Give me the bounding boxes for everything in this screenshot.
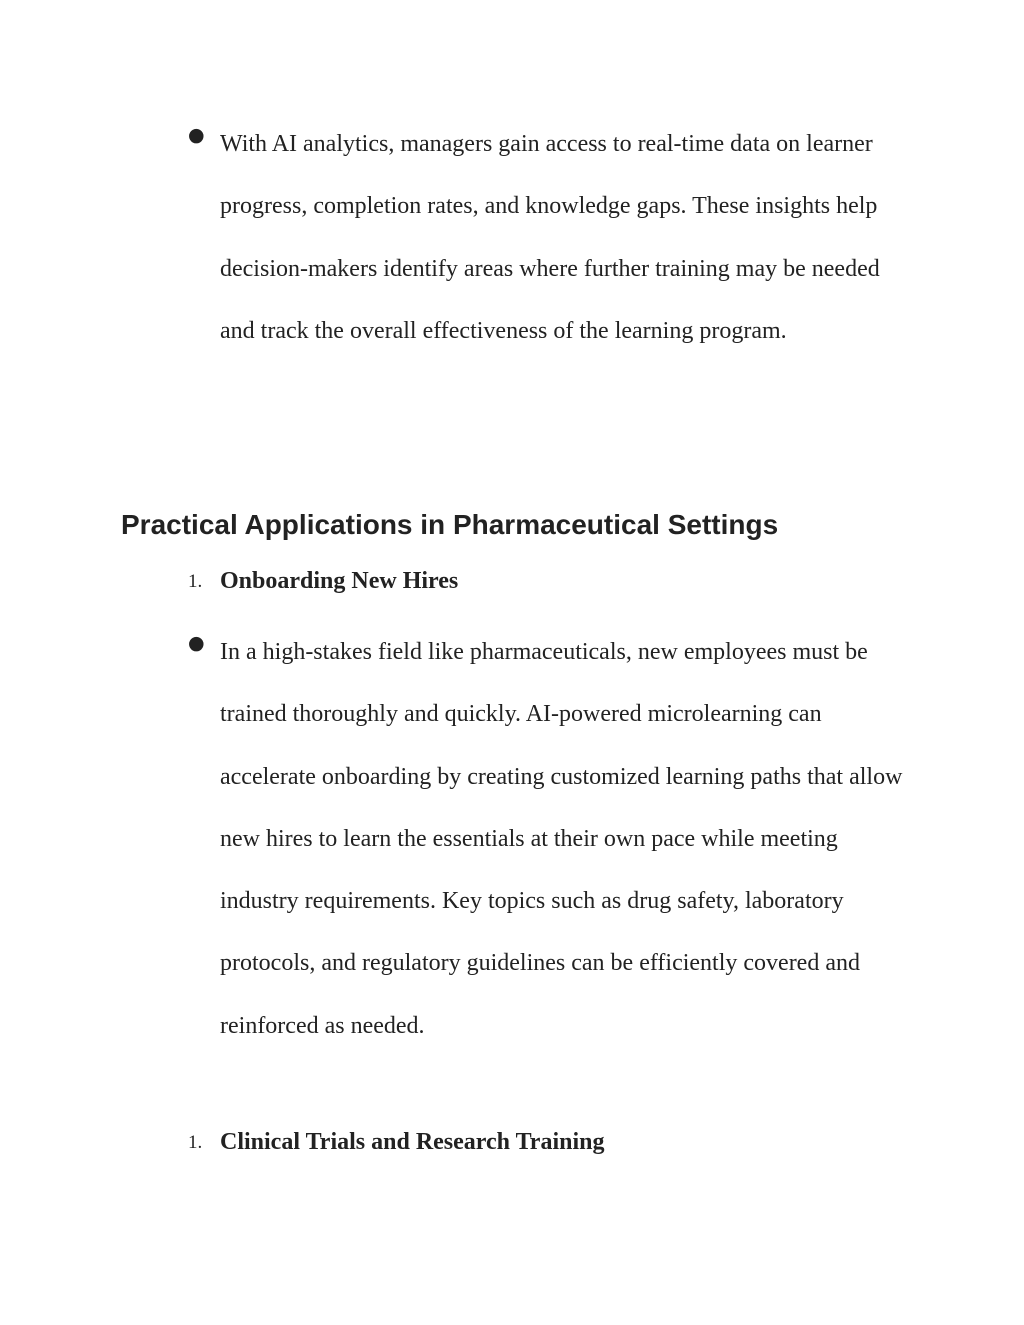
- bullet-text: In a high-stakes field like pharmaceuticals, new employees must be trained thoroughly and quickly. AI-powered microlearning can accelerate onboarding by creating customized learning paths that allow new hires to learn the essentials at their own pace while meeting industry requirements. Key topics such as drug safety, laboratory protocols, and regulatory guidelines can be efficiently covered and reinforced as needed.: [220, 639, 903, 1039]
- bullet-marker: ●: [188, 632, 205, 654]
- bullet-text: With AI analytics, managers gain access to real-time data on learner progress, completion rates, and knowledge gaps. These insights help decision-makers identify areas where further training may be needed and track the overall effectiveness of the learning program.: [220, 131, 880, 344]
- section-heading: Practical Applications in Pharmaceutical Settings: [121, 509, 779, 540]
- number-marker: 1.: [188, 571, 203, 592]
- numbered-item-title: Clinical Trials and Research Training: [220, 1129, 605, 1155]
- bullet-marker: ●: [188, 124, 205, 146]
- numbered-item-title: Onboarding New Hires: [220, 568, 459, 594]
- number-marker: 1.: [188, 1132, 203, 1153]
